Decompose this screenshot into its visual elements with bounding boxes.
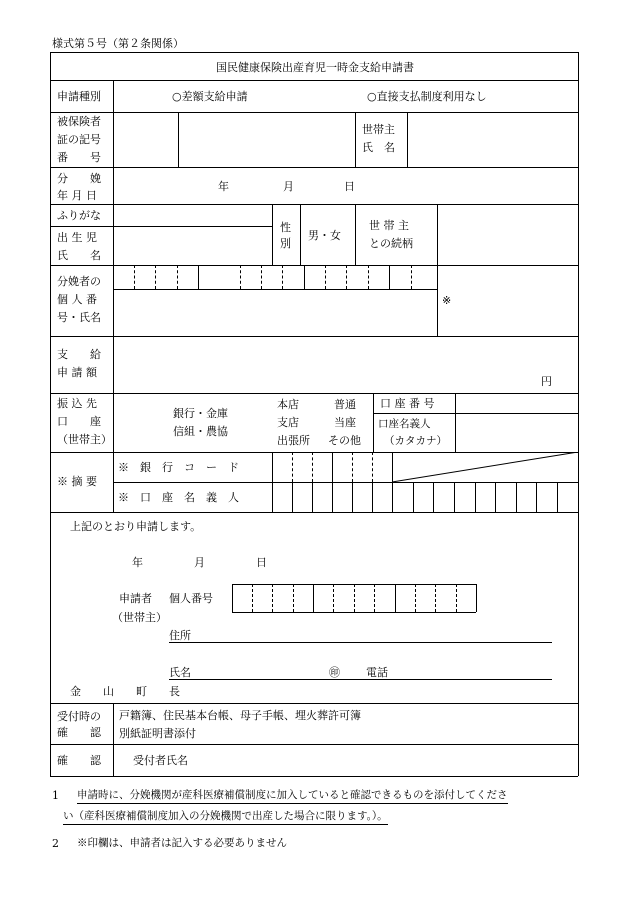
note-1-number: 1	[52, 789, 59, 802]
amount-unit: 円	[541, 375, 552, 388]
applicant-label: （世帯主）	[112, 611, 167, 624]
name-phone-input[interactable]	[169, 679, 552, 680]
phone-label: 電話	[366, 666, 388, 679]
delivery-month: 月	[283, 180, 294, 193]
amount-label: 支 給	[57, 348, 101, 361]
child-name-input[interactable]	[114, 227, 271, 264]
diagonal-line	[392, 452, 579, 483]
sex-label: 別	[280, 237, 291, 250]
relation-label: との続柄	[369, 237, 413, 250]
applicant-personal-number-input[interactable]	[233, 585, 475, 611]
declaration-day: 日	[256, 556, 267, 569]
insured-number-label: 証の記号	[57, 133, 101, 146]
name-label: 氏名	[169, 666, 191, 679]
amount-label: 申 請 額	[57, 366, 97, 379]
option-difference-payment[interactable]: ○差額支給申請	[172, 90, 248, 103]
head-of-household-label: 氏 名	[362, 141, 395, 154]
branch-type-options[interactable]: 出張所	[277, 434, 310, 447]
branch-type-options[interactable]: 支店	[277, 416, 299, 429]
relation-input[interactable]	[438, 205, 577, 264]
note-1-text: 申請時に、分娩機関が産科医療補償制度に加入していると確認できるものを添付してくださ	[77, 790, 508, 804]
bank-type-options[interactable]: 信組・農協	[173, 425, 228, 438]
confirm-label: 確 認	[57, 754, 101, 767]
bank-label: 振 込 先	[57, 397, 97, 410]
delivery-day: 日	[344, 180, 355, 193]
mother-label: 個 人 番	[57, 293, 97, 306]
declaration-month: 月	[194, 556, 205, 569]
child-name-label: 出 生 児	[57, 231, 97, 244]
form-number: 様式第５号（第２条関係）	[52, 37, 184, 50]
sex-options[interactable]: 男・女	[308, 229, 341, 242]
reception-label: 確 認	[57, 726, 101, 739]
mother-label: 号・氏名	[57, 311, 101, 324]
bank-label: 口 座	[57, 415, 101, 428]
reception-attachment: 別紙証明書添付	[119, 727, 196, 740]
reception-label: 受付時の	[57, 710, 101, 723]
relation-label: 世 帯 主	[369, 219, 409, 232]
branch-type-options[interactable]: 本店	[277, 398, 299, 411]
bank-label: （世帯主）	[57, 433, 112, 446]
bank-code-label: ※ 銀 行 コ ー ド	[118, 461, 239, 474]
account-type-options[interactable]: その他	[328, 434, 361, 447]
amount-input[interactable]	[114, 337, 534, 392]
delivery-year: 年	[218, 180, 229, 193]
head-of-household-label: 世帯主	[362, 123, 395, 136]
insured-symbol-input[interactable]	[114, 113, 177, 166]
receiver-name-label: 受付者氏名	[133, 754, 188, 767]
applicant-label: 申請者	[119, 592, 152, 605]
note-1-text: い（産科医療補償制度加入の分娩機関で出産した場合に限ります。）。	[63, 811, 388, 825]
insured-number-label: 番 号	[57, 151, 101, 164]
mayor-label: 金 山 町 長	[70, 685, 180, 698]
delivery-date-label: 年 月 日	[57, 189, 97, 202]
bank-type-options[interactable]: 銀行・金庫	[173, 407, 228, 420]
note-2-text: ※印欄は、申請者は記入する必要ありません	[77, 837, 287, 849]
child-name-label: 氏 名	[57, 249, 101, 262]
account-holder-label: （カタカナ）	[384, 435, 447, 447]
account-holder-label: 口座名義人	[378, 418, 431, 430]
mother-note-mark: ※	[442, 294, 452, 307]
insured-number-input[interactable]	[179, 113, 354, 166]
personal-number-label: 個人番号	[169, 592, 213, 605]
summary-label: ※ 摘 要	[57, 475, 97, 488]
reception-documents: 戸籍簿、住民基本台帳、母子手帳、埋火葬許可簿	[119, 709, 361, 722]
address-input[interactable]	[169, 642, 552, 643]
child-furigana-input[interactable]	[114, 205, 271, 225]
head-of-household-name-input[interactable]	[408, 113, 577, 166]
account-type-options[interactable]: 当座	[334, 416, 356, 429]
mother-personal-number-input[interactable]	[114, 266, 436, 288]
form-title: 国民健康保険出産育児一時金支給申請書	[216, 61, 414, 74]
address-label: 住所	[169, 629, 191, 642]
seal-mark: ㊞	[329, 666, 340, 679]
sex-label: 性	[280, 221, 291, 234]
mother-name-input[interactable]	[114, 290, 436, 335]
application-type-label: 申請種別	[57, 90, 101, 103]
account-number-input[interactable]	[456, 394, 577, 412]
note-2-number: 2	[52, 837, 59, 850]
declaration-statement: 上記のとおり申請します。	[70, 520, 202, 533]
furigana-label: ふりがな	[57, 209, 101, 222]
declaration-year: 年	[132, 556, 143, 569]
account-type-options[interactable]: 普通	[334, 398, 356, 411]
option-no-direct-payment[interactable]: ○直接支払制度利用なし	[367, 90, 487, 103]
account-holder-input[interactable]	[456, 414, 577, 451]
account-number-label: 口 座 番 号	[380, 397, 435, 410]
insured-number-label: 被保険者	[57, 115, 101, 128]
delivery-date-label: 分 娩	[57, 172, 101, 185]
mother-label: 分娩者の	[57, 275, 101, 288]
account-name-label: ※ 口 座 名 義 人	[118, 491, 239, 504]
